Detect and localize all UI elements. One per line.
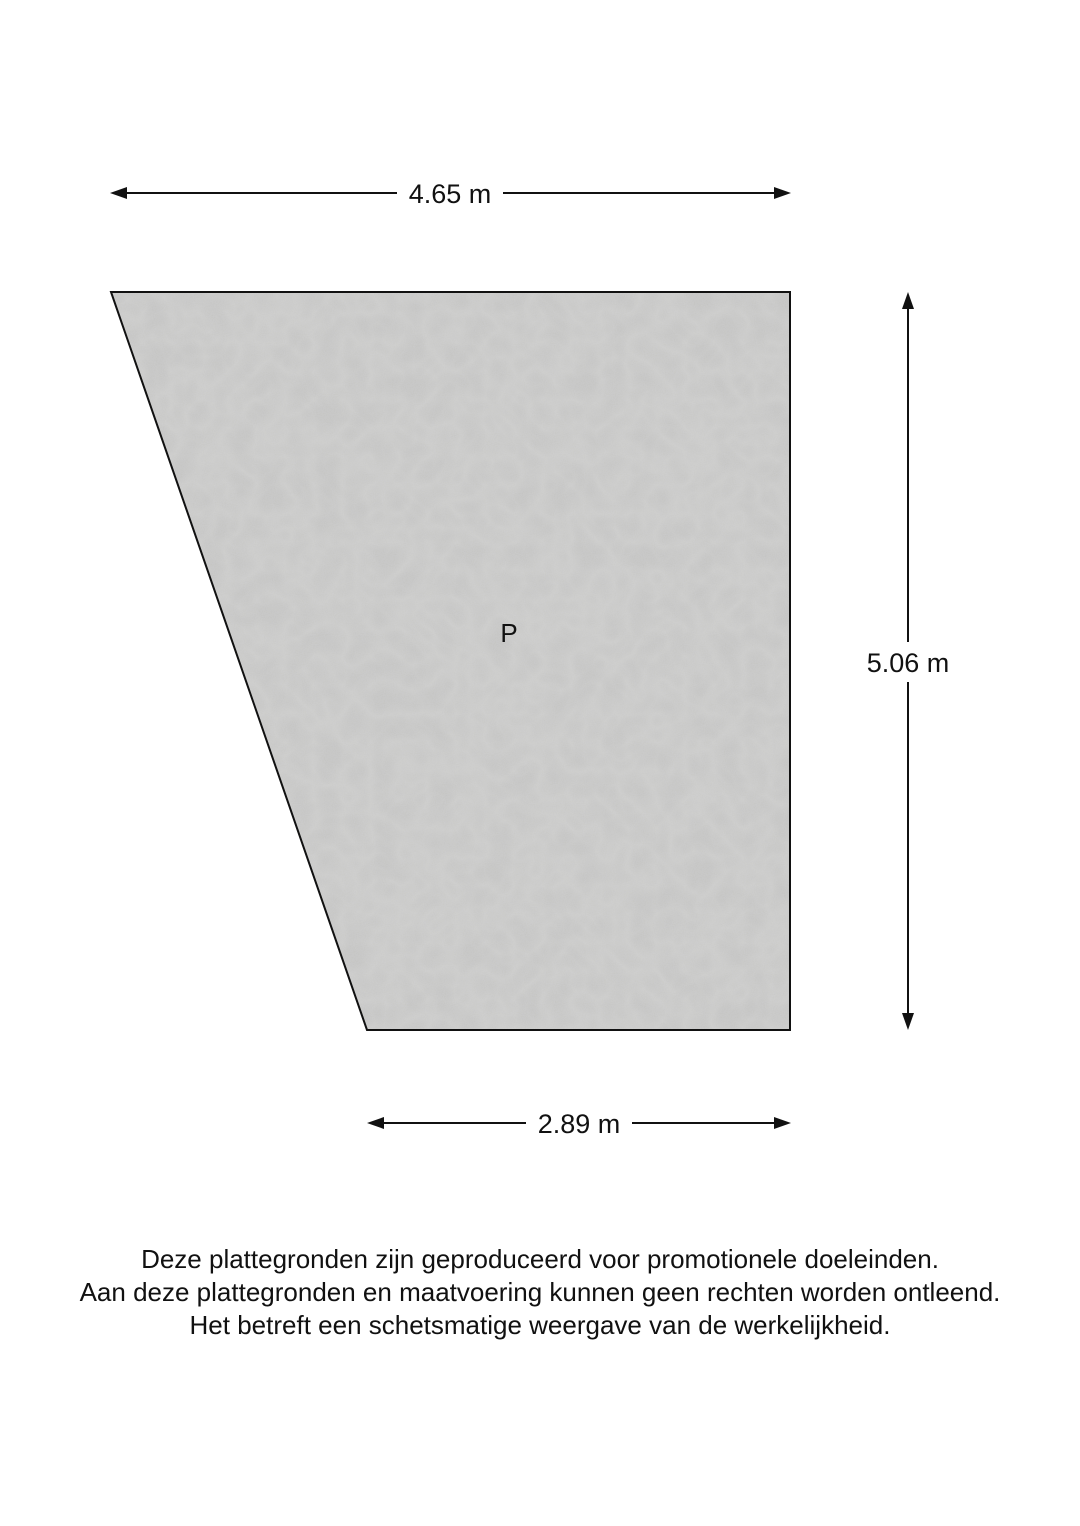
- bottom-dimension: [367, 1109, 791, 1139]
- arrow-down-icon: [902, 1013, 914, 1030]
- arrow-up-icon: [902, 292, 914, 309]
- room-floor-texture: [111, 292, 790, 1030]
- top-dimension-label: 4.65 m: [408, 179, 492, 209]
- disclaimer: [0, 1243, 1080, 1342]
- right-dimension: [867, 292, 950, 1030]
- room-label: P: [500, 618, 518, 648]
- top-dimension: [110, 179, 791, 209]
- room-parking: [111, 292, 790, 1030]
- disclaimer-line-3: Het betreft een schetsmatige weergave van de werkelijkheid.: [189, 1310, 891, 1340]
- arrow-right-icon: [774, 187, 791, 199]
- bottom-dimension-label: 2.89 m: [537, 1109, 621, 1139]
- arrow-right-icon: [774, 1117, 791, 1129]
- disclaimer-line-2: Aan deze plattegronden en maatvoering kunnen geen rechten worden ontleend.: [79, 1277, 1001, 1307]
- right-dimension-label: 5.06 m: [866, 648, 950, 678]
- arrow-left-icon: [110, 187, 127, 199]
- arrow-left-icon: [367, 1117, 384, 1129]
- disclaimer-line-1: Deze plattegronden zijn geproduceerd voor promotionele doeleinden.: [141, 1244, 939, 1274]
